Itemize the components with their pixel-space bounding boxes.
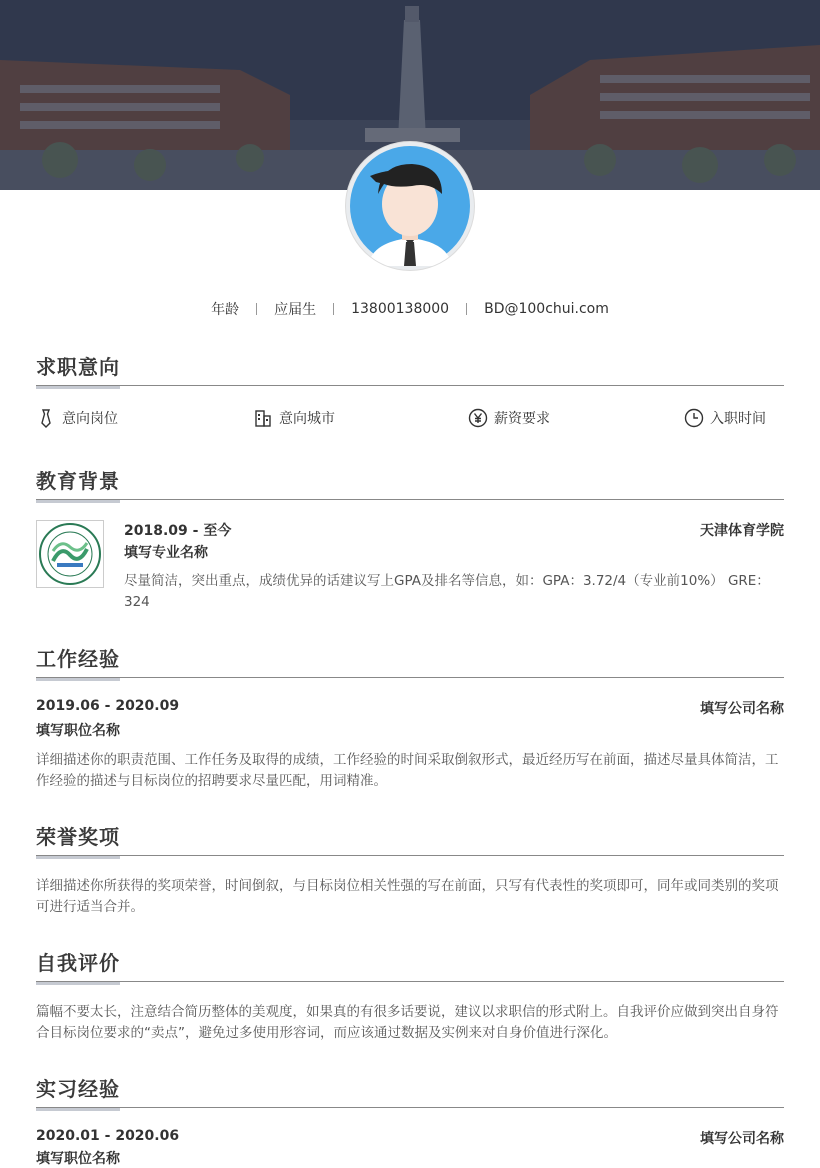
section-heading: 荣誉奖项: [36, 821, 120, 850]
work-company: 填写公司名称: [700, 701, 784, 717]
work-position: 填写职位名称: [36, 723, 120, 739]
education-date: 2018.09 - 至今: [124, 523, 232, 539]
contact-bar: [0, 298, 820, 320]
education-description: 尽量简洁，突出重点，成绩优异的话建议写上GPA及排名等信息，如：GPA：3.72/4（专业前10%） GRE：324: [124, 573, 770, 610]
education-major: 填写专业名称: [124, 545, 208, 561]
intent-row: [36, 408, 784, 432]
tie-icon: [36, 408, 56, 428]
clock-icon: [684, 408, 704, 428]
intern-position: 填写职位名称: [36, 1151, 120, 1167]
education-school: 天津体育学院: [700, 523, 784, 539]
intern-date: 2020.01 - 2020.06: [36, 1128, 180, 1144]
status-text: 应届生: [274, 302, 317, 318]
section-title-work: [36, 649, 784, 678]
intent-label: 意向城市: [279, 411, 335, 427]
intent-label: 意向岗位: [62, 411, 118, 427]
divider: [333, 303, 334, 315]
section-title-honors: [36, 827, 784, 856]
avatar: [346, 142, 474, 270]
self-description: 篇幅不要太长，注意结合简历整体的美观度，如果真的有很多话要说，建议以求职信的形式附上。自我评价应做到突出自身符合目标岗位要求的“卖点”，避免过多使用形容词，而应该通过数据及实例来对自身价值进行深化。: [36, 1004, 779, 1041]
section-heading: 自我评价: [36, 947, 120, 976]
section-title-self: [36, 953, 784, 982]
intent-item-position: [36, 408, 118, 428]
section-heading: 求职意向: [36, 351, 120, 380]
section-title-intent: [36, 357, 784, 386]
intern-company: 填写公司名称: [700, 1131, 784, 1147]
intent-label: 入职时间: [710, 411, 766, 427]
phone-text: 13800138000: [351, 301, 450, 317]
building-icon: [253, 408, 273, 428]
section-heading: 教育背景: [36, 465, 120, 494]
section-heading: 工作经验: [36, 643, 120, 672]
intent-item-start: [684, 408, 766, 428]
divider: [466, 303, 467, 315]
divider: [256, 303, 257, 315]
section-title-education: [36, 471, 784, 500]
email-text: BD@100chui.com: [484, 301, 609, 317]
section-heading: 实习经验: [36, 1073, 120, 1102]
section-title-intern: [36, 1079, 784, 1108]
work-description: 详细描述你的职责范围、工作任务及取得的成绩，工作经验的时间采取倒叙形式，最近经历写在前面，描述尽量具体简洁，工作经验的描述与目标岗位的招聘要求尽量匹配，用词精准。: [36, 752, 779, 789]
honors-description: 详细描述你所获得的奖项荣誉，时间倒叙，与目标岗位相关性强的写在前面，只写有代表性的奖项即可，同年或同类别的奖项可进行适当合并。: [36, 878, 779, 915]
intent-label: 薪资要求: [494, 411, 550, 427]
work-date: 2019.06 - 2020.09: [36, 698, 180, 714]
intent-item-city: [253, 408, 335, 428]
intent-item-salary: [468, 408, 550, 428]
yen-icon: [468, 408, 488, 428]
school-logo: [36, 520, 104, 588]
age-text: 年龄: [211, 302, 240, 318]
